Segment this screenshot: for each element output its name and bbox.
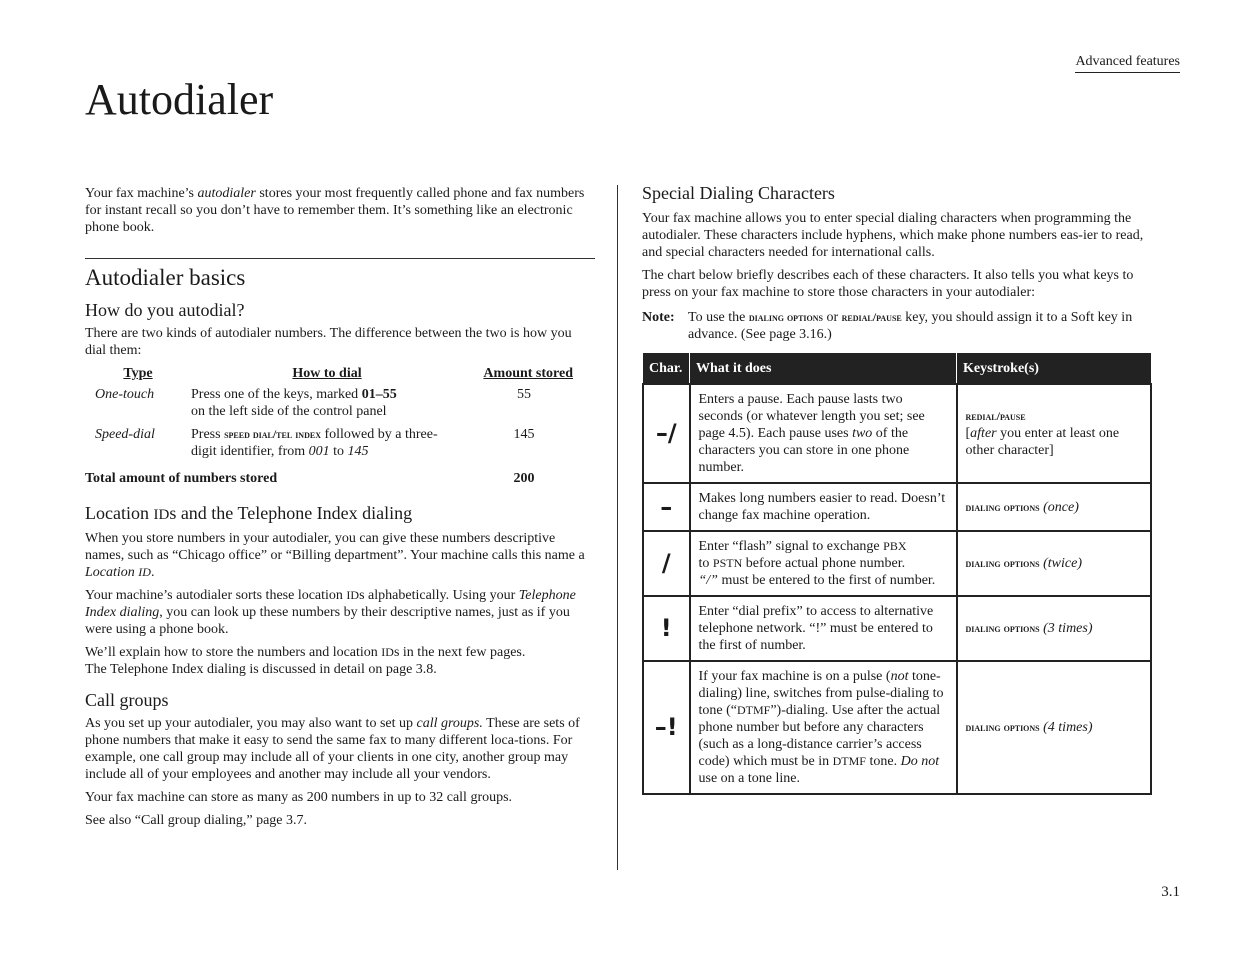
special-paragraph-2: The chart below briefly describes each of these characters. It also tells you what keys to press on your fax machine to store those characters in your autodialer: xyxy=(642,268,1134,300)
page-number: 3.1 xyxy=(1161,884,1180,900)
table-row: – Makes long numbers easier to read. Doesn’t change fax machine operation. dialing options (once) xyxy=(643,483,1151,531)
left-column xyxy=(85,185,595,835)
col-amount: Amount stored xyxy=(483,366,573,381)
note-text: To use the dialing options or redial/pause key, you should assign it to a Soft key in advance. (See page 3.16.) xyxy=(688,310,1133,342)
note-label: Note: xyxy=(642,310,675,325)
section-rule xyxy=(85,258,595,259)
col-how: How to dial xyxy=(292,366,362,381)
col-char: Char. xyxy=(643,353,690,384)
groups-paragraph-2: Your fax machine can store as many as 200 numbers in up to 32 call groups. xyxy=(85,790,513,805)
table-row: ! Enter “dial prefix” to access to alternative telephone network. “!” must be entered to the first of number. dialing options (3 times) xyxy=(643,596,1151,661)
note xyxy=(642,309,1152,343)
subheading-call-groups: Call groups xyxy=(85,690,169,710)
autodial-types-table xyxy=(85,365,585,491)
groups-paragraph-3: See also “Call group dialing,” page 3.7. xyxy=(85,813,307,828)
column-divider xyxy=(617,185,618,870)
table-row: –! If your fax machine is on a pulse (not tone-dialing) line, switches from pulse-dialing to tone (“DTMF”)-dialing. Use after the actual phone number but before any characters (such as a long-distance carrier’s access code) which must be in DTMF tone. Do not use on a tone line. dialing options (4 times) xyxy=(643,661,1151,794)
section-heading-basics: Autodialer basics xyxy=(85,265,246,290)
subheading-location: Location IDs and the Telephone Index dialing xyxy=(85,503,413,523)
col-what: What it does xyxy=(690,353,957,384)
col-type: Type xyxy=(123,366,153,381)
col-keystrokes: Keystroke(s) xyxy=(957,353,1152,384)
right-column xyxy=(642,185,1152,795)
location-paragraph-1: When you store numbers in your autodialer, you can give these numbers descriptive names, such as “Chicago office” or “Billing department”. Your machine calls this name a Location ID. xyxy=(85,531,585,580)
subheading-special-characters: Special Dialing Characters xyxy=(642,183,835,203)
table-row: Speed-dial Press speed dial/tel index followed by a three-digit identifier, from 001 to 145 145 xyxy=(95,427,535,459)
page-title: Autodialer xyxy=(85,75,274,124)
how-paragraph: There are two kinds of autodialer numbers. The difference between the two is how you dial them: xyxy=(85,326,572,358)
table-row: One-touch Press one of the keys, marked 01–55 on the left side of the control panel 55 xyxy=(95,387,531,419)
intro-paragraph: Your fax machine’s autodialer stores your most frequently called phone and fax numbers for instant recall so you don’t have to remember them. It’s something like an electronic phone book. xyxy=(85,186,585,235)
total-row: Total amount of numbers stored 200 xyxy=(85,471,535,486)
subheading-how: How do you autodial? xyxy=(85,300,245,320)
special-paragraph-1: Your fax machine allows you to enter special dialing characters when programming the autodialer. These characters include hyphens, which make phone numbers eas-ier to read, and special characters needed for international calls. xyxy=(642,211,1144,260)
running-header: Advanced features xyxy=(1075,54,1180,73)
table-row: / Enter “flash” signal to exchange PBX to PSTN before actual phone number. “/” must be entered to the first of number. dialing options (twice) xyxy=(643,531,1151,596)
table-header-row xyxy=(643,353,1151,384)
table-row: –/ Enters a pause. Each pause lasts two seconds (or whatever length you set; see page 4.5). Each pause uses two of the characters you can store in one phone number. redial/pause [after you enter at least one other character] xyxy=(643,384,1151,483)
location-paragraph-2: Your machine’s autodialer sorts these location IDs alphabetically. Using your Telephone Index dialing, you can look up these numbers by their descriptive names, just as if you were using a phone book. xyxy=(85,588,576,637)
special-characters-table xyxy=(642,353,1152,795)
groups-paragraph-1: As you set up your autodialer, you may also want to set up call groups. These are sets of phone numbers that make it easy to send the same fax to many different loca-tions. For example, one call group may include all of your clients in one city, another group may include all of your employees and another may include all your vendors. xyxy=(85,716,580,782)
location-paragraph-3: We’ll explain how to store the numbers and location IDs in the next few pages. The Telephone Index dialing is discussed in detail on page 3.8. xyxy=(85,645,526,677)
